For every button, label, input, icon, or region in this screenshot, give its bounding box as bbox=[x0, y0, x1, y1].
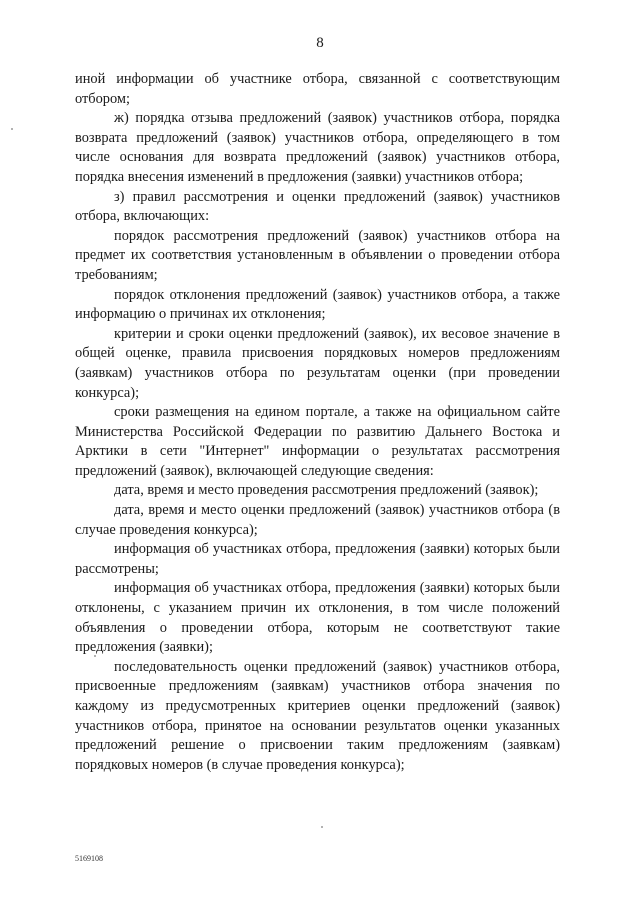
document-body bbox=[75, 70, 560, 775]
paragraph-continuation: иной информации об участнике отбора, связанной с соответствующим отбором; bbox=[75, 71, 560, 107]
scan-speck bbox=[321, 826, 323, 828]
paragraph-evaluation-criteria: критерии и сроки оценки предложений (заявок), их весовое значение в общей оценке, правила присвоения порядковых номеров предложениям (заявкам) участников отбора по результатам оценки (при проведении конкурса); bbox=[75, 325, 560, 401]
paragraph-publication-terms: сроки размещения на едином портале, а также на официальном сайте Министерства Российской Федерации по развитию Дальнего Востока и Арктики в сети "Интернет" информации о результатах рассмотрения предложений (заявок), включающей следующие сведения: bbox=[75, 404, 560, 479]
paragraph-rejected-participants: информация об участниках отбора, предложения (заявки) которых были отклонены, с указанием причин их отклонения, в том числе положений объявления о проведении отбора, которым не соответствуют такие предложения (заявки); bbox=[75, 580, 560, 656]
paragraph-reviewed-participants: информация об участниках отбора, предложения (заявки) которых были рассмотрены; bbox=[75, 541, 560, 577]
page-number: 8 bbox=[316, 35, 324, 51]
paragraph-item-z: з) правил рассмотрения и оценки предложений (заявок) участников отбора, включающих: bbox=[75, 188, 560, 225]
paragraph-evaluation-date: дата, время и место оценки предложений (заявок) участников отбора (в случае проведения конкурса); bbox=[75, 502, 560, 538]
paragraph-review-date: дата, время и место проведения рассмотрения предложений (заявок); bbox=[114, 482, 539, 499]
scan-speck bbox=[11, 128, 13, 130]
paragraph-rejection-procedure: порядок отклонения предложений (заявок) участников отбора, а также информацию о причинах их отклонения; bbox=[75, 286, 560, 323]
paragraph-item-zh: ж) порядка отзыва предложений (заявок) участников отбора, порядка возврата предложений (заявок) участников отбора, определяющего в том числе основания для возврата предложений (заявок) участников отбора, порядка внесения изменений в предложения (заявки) участников отбора; bbox=[75, 110, 560, 185]
scan-speck bbox=[94, 655, 96, 657]
document-code: 5169108 bbox=[75, 854, 103, 863]
paragraph-evaluation-sequence: последовательность оценки предложений (заявок) участников отбора, присвоенные предложениям (заявкам) участников отбора значения по каждому из предусмотренных критериев оценки предложений (заявок) участников отбора, принятое на основании результатов оценки указанных предложений решение о присвоении таким предложениям (заявкам) порядковых номеров (в случае проведения конкурса); bbox=[75, 658, 560, 773]
paragraph-review-procedure: порядок рассмотрения предложений (заявок) участников отбора на предмет их соответствия установленным в объявлении о проведении отбора требованиям; bbox=[75, 227, 560, 283]
